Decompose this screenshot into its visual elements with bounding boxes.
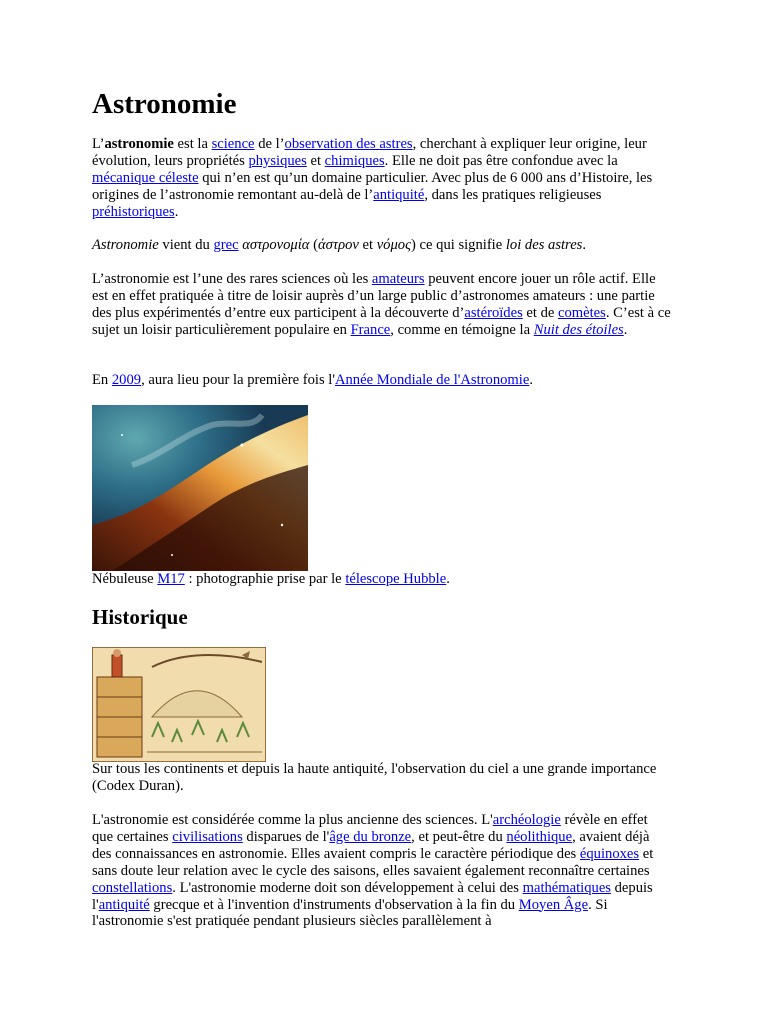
term-astronomie: astronomie bbox=[104, 136, 174, 152]
text: et bbox=[358, 237, 377, 253]
nebula-caption bbox=[92, 571, 672, 588]
text: L’astronomie est l’une des rares sciences où les bbox=[92, 271, 372, 287]
text: . bbox=[582, 237, 587, 253]
nebula-m17-image[interactable] bbox=[92, 405, 308, 571]
text: Nébuleuse bbox=[92, 571, 158, 587]
link-telescope-hubble[interactable]: télescope Hubble bbox=[345, 571, 447, 587]
text: . bbox=[446, 571, 450, 587]
codex-caption: Sur tous les continents et depuis la haute antiquité, l'observation du ciel a une grande importance (Codex Duran). bbox=[92, 761, 657, 794]
text: et de bbox=[522, 304, 559, 321]
link-grec[interactable]: grec bbox=[213, 237, 239, 253]
text: , dans les pratiques religieuses bbox=[424, 186, 602, 203]
greek-term: αστρονομία bbox=[242, 237, 310, 253]
meaning-italic: loi des astres bbox=[505, 237, 583, 253]
link-amateurs[interactable]: amateurs bbox=[371, 271, 425, 287]
link-prehistoriques[interactable]: préhistoriques bbox=[92, 203, 175, 220]
link-civilisations[interactable]: civilisations bbox=[172, 828, 243, 845]
historique-paragraph-1 bbox=[92, 812, 672, 930]
link-antiquite[interactable]: antiquité bbox=[373, 186, 425, 203]
text: : photographie prise par le bbox=[184, 571, 346, 587]
text: disparues de l' bbox=[242, 828, 330, 845]
text: . Si l'astronomie s'est pratiquée pendant plusieurs siècles parallèlement à bbox=[92, 896, 608, 930]
section-heading-historique: Historique bbox=[92, 605, 188, 629]
intro-paragraph-1 bbox=[92, 136, 672, 221]
text: , et peut-être du bbox=[411, 828, 507, 845]
text: peuvent encore jouer un rôle actif. Elle est en effet pratiquée à titre de loisir auprès d’un large public d’astronomes amateurs : une partie des plus expérimentés d’entre eux participent à la découverte d’ bbox=[92, 271, 656, 321]
text: , comme en témoigne la bbox=[390, 321, 534, 338]
link-2009[interactable]: 2009 bbox=[111, 372, 142, 388]
text: révèle en effet que certaines bbox=[92, 812, 648, 845]
link-label: Nuit des étoiles bbox=[533, 321, 624, 338]
greek-term: νόμος bbox=[376, 237, 412, 253]
link-annee-mondiale[interactable]: Année Mondiale de l'Astronomie bbox=[334, 372, 530, 388]
link-science[interactable]: science bbox=[211, 136, 255, 152]
text: , aura lieu pour la première fois l' bbox=[141, 372, 335, 388]
text: ) ce qui signifie bbox=[411, 237, 506, 253]
text: . bbox=[623, 321, 628, 338]
text: depuis l' bbox=[92, 879, 653, 913]
link-asteroides[interactable]: astéroïdes bbox=[464, 304, 523, 321]
text: et sans doute leur relation avec le cycle des saisons, elles savaient également reconnaître certaines bbox=[92, 845, 654, 879]
link-chimiques[interactable]: chimiques bbox=[324, 152, 385, 169]
link-physiques[interactable]: physiques bbox=[248, 152, 307, 169]
text: grecque et à l'invention d'instruments d'observation à la fin du bbox=[149, 896, 519, 913]
term-italic: Astronomie bbox=[92, 237, 159, 253]
text: vient du bbox=[158, 237, 214, 253]
link-mecanique-celeste[interactable]: mécanique céleste bbox=[92, 169, 199, 186]
text: L'astronomie est considérée comme la plus ancienne des sciences. L' bbox=[92, 812, 493, 828]
codex-illustration bbox=[92, 647, 266, 762]
text: de l’ bbox=[254, 136, 285, 152]
greek-term: άστρον bbox=[317, 237, 359, 253]
nebula-illustration bbox=[92, 405, 308, 571]
text: , avaient déjà des connaissances en astronomie. Elles avaient compris le caractère périodique des bbox=[92, 828, 650, 862]
link-age-du-bronze[interactable]: âge du bronze bbox=[329, 828, 412, 845]
link-archeologie[interactable]: archéologie bbox=[492, 812, 561, 828]
codex-duran-image[interactable] bbox=[92, 647, 266, 762]
link-observation-des-astres[interactable]: observation des astres bbox=[284, 136, 413, 152]
link-mathematiques[interactable]: mathématiques bbox=[522, 879, 611, 896]
link-neolithique[interactable]: néolithique bbox=[506, 828, 573, 845]
link-equinoxes[interactable]: équinoxes bbox=[579, 845, 640, 862]
text: L’ bbox=[92, 136, 105, 152]
text: En bbox=[92, 372, 112, 388]
text: . L'astronomie moderne doit son développement à celui des bbox=[172, 879, 523, 896]
link-nuit-des-etoiles[interactable] bbox=[534, 322, 624, 338]
page-title: Astronomie bbox=[92, 88, 237, 120]
link-m17[interactable]: M17 bbox=[157, 571, 185, 587]
text: ( bbox=[309, 237, 318, 253]
intro-paragraph-2 bbox=[92, 237, 672, 254]
text: . C’est à ce sujet un loisir particulièrement populaire en bbox=[92, 304, 671, 338]
text: . bbox=[174, 203, 179, 220]
text: , cherchant à expliquer leur origine, leur évolution, leurs propriétés bbox=[92, 136, 647, 169]
link-moyen-age[interactable]: Moyen Âge bbox=[518, 896, 589, 913]
intro-paragraph-3 bbox=[92, 271, 672, 339]
text: . Elle ne doit pas être confondue avec la bbox=[384, 152, 618, 169]
text: . bbox=[529, 372, 533, 388]
text: est la bbox=[173, 136, 212, 152]
link-cometes[interactable]: comètes bbox=[558, 304, 606, 321]
intro-paragraph-4 bbox=[92, 372, 672, 389]
link-antiquite-grecque[interactable]: antiquité bbox=[98, 896, 150, 913]
text: qui n’en est qu’un domaine particulier. Avec plus de 6 000 ans d’Histoire, les origines de l’astronomie remontant au-delà de l’ bbox=[92, 169, 653, 203]
text: et bbox=[306, 152, 325, 169]
link-constellations[interactable]: constellations bbox=[92, 879, 173, 896]
link-france[interactable]: France bbox=[350, 321, 391, 338]
